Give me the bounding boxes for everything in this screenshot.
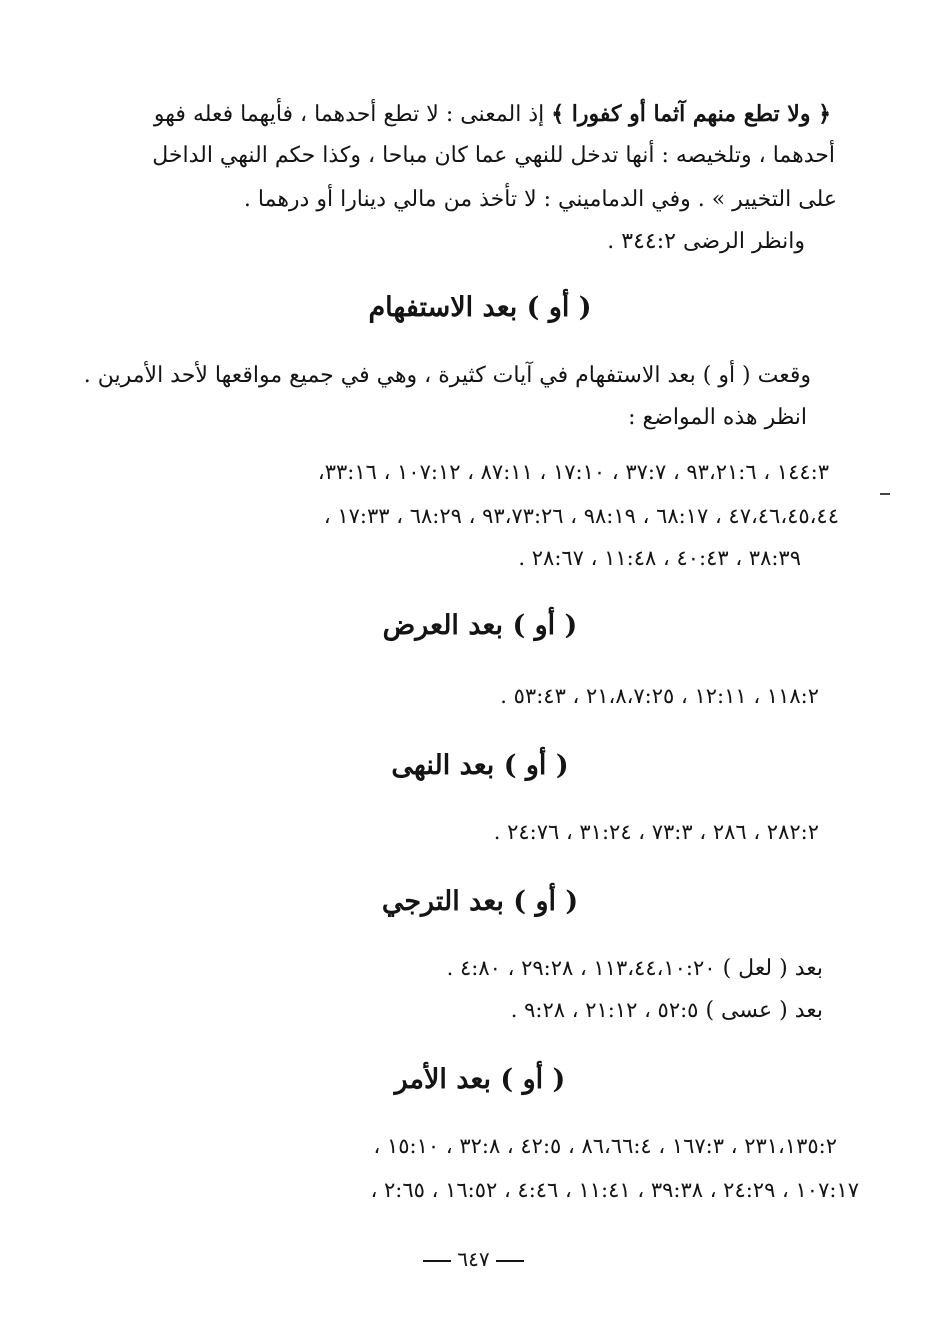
tarajji-line-1 — [123, 948, 823, 988]
scan-mark — [880, 493, 890, 495]
istifham-refs-2: ٤٧،٤٦،٤٥،٤٤ ، ٦٨:١٧ ، ٩٨:١٩ ، ٩٣،٧٣:٢٦ ، ٦٨:٢٩ ، ١٧:٣٣ ، — [323, 504, 839, 528]
amr-refs-2: ١٠٧:١٧ ، ٢٤:٢٩ ، ٣٩:٣٨ ، ١١:٤١ ، ٤:٤٦ ، ١٦:٥٢ ، ٢:٦٥ ، — [370, 1178, 859, 1202]
page-number-value: ٦٤٧ — [457, 1247, 490, 1271]
heading-amr: ( أو ) بعد الأمر — [394, 1064, 566, 1095]
istifham-desc-1: وقعت ( أو ) بعد الاستفهام في آيات كثيرة ، وهي في جميع مواقعها لأحد الأمرين . — [83, 363, 811, 388]
istifham-refs-3: ٣٨:٣٩ ، ٤٠:٤٣ ، ١١:٤٨ ، ٢٨:٦٧ . — [518, 546, 801, 570]
tarajji-label-laalla: بعد ( لعل ) — [722, 956, 823, 981]
amr-refs-1: ٢٣١،١٣٥:٢ ، ١٦٧:٣ ، ٨٦،٦٦:٤ ، ٤٢:٥ ، ٣٢:٨ ، ١٥:١٠ ، — [373, 1134, 837, 1158]
istifham-refs-1: ١٤٤:٣ ، ٩٣،٢١:٦ ، ٣٧:٧ ، ١٧:١٠ ، ٨٧:١١ ، ١٠٧:١٢ ، ٣٣:١٦، — [317, 460, 829, 484]
folio-dash-right — [496, 1260, 524, 1262]
quran-quote: ﴿ ولا تطع منهم آثما أو كفورا ﴾ — [551, 101, 831, 127]
tarajji-label-asa: بعد ( عسى ) — [705, 998, 823, 1023]
ard-refs-1: ١١٨:٢ ، ١٢:١١ ، ٢١،٨،٧:٢٥ ، ٥٣:٤٣ . — [500, 684, 819, 708]
folio-dash-left — [423, 1260, 451, 1262]
intro-line-4: وانظر الرضى ٣٤٤:٢ . — [607, 229, 805, 254]
nahy-refs-1: ٢٨٢:٢ ، ٢٨٦ ، ٧٣:٣ ، ٣١:٢٤ ، ٢٤:٧٦ . — [493, 820, 819, 844]
heading-istifham: ( أو ) بعد الاستفهام — [368, 292, 592, 323]
tarajji-refs-laalla: ١١٣،٤٤،١٠:٢٠ ، ٢٩:٢٨ ، ٤:٨٠ . — [446, 956, 716, 980]
heading-tarajji: ( أو ) بعد الترجي — [381, 886, 579, 917]
istifham-desc-2: انظر هذه المواضع : — [628, 405, 807, 430]
intro-line-1 — [111, 94, 831, 134]
tarajji-line-2 — [123, 990, 823, 1030]
page-number — [0, 1242, 947, 1276]
heading-ard: ( أو ) بعد العرض — [382, 610, 578, 641]
intro-line-3: على التخيير » . وفي الدماميني : لا تأخذ من مالي دينارا أو درهما . — [243, 187, 837, 212]
intro-line-1-rest: إذ المعنى : لا تطع أحدهما ، فأيهما فعله فهو — [153, 102, 545, 127]
intro-line-2: أحدهما ، وتلخيصه : أنها تدخل للنهي عما كان مباحا ، وكذا حكم النهي الداخل — [152, 143, 835, 168]
tarajji-refs-asa: ٥٢:٥ ، ٢١:١٢ ، ٩:٢٨ . — [510, 998, 699, 1022]
heading-nahy: ( أو ) بعد النهى — [391, 750, 569, 781]
